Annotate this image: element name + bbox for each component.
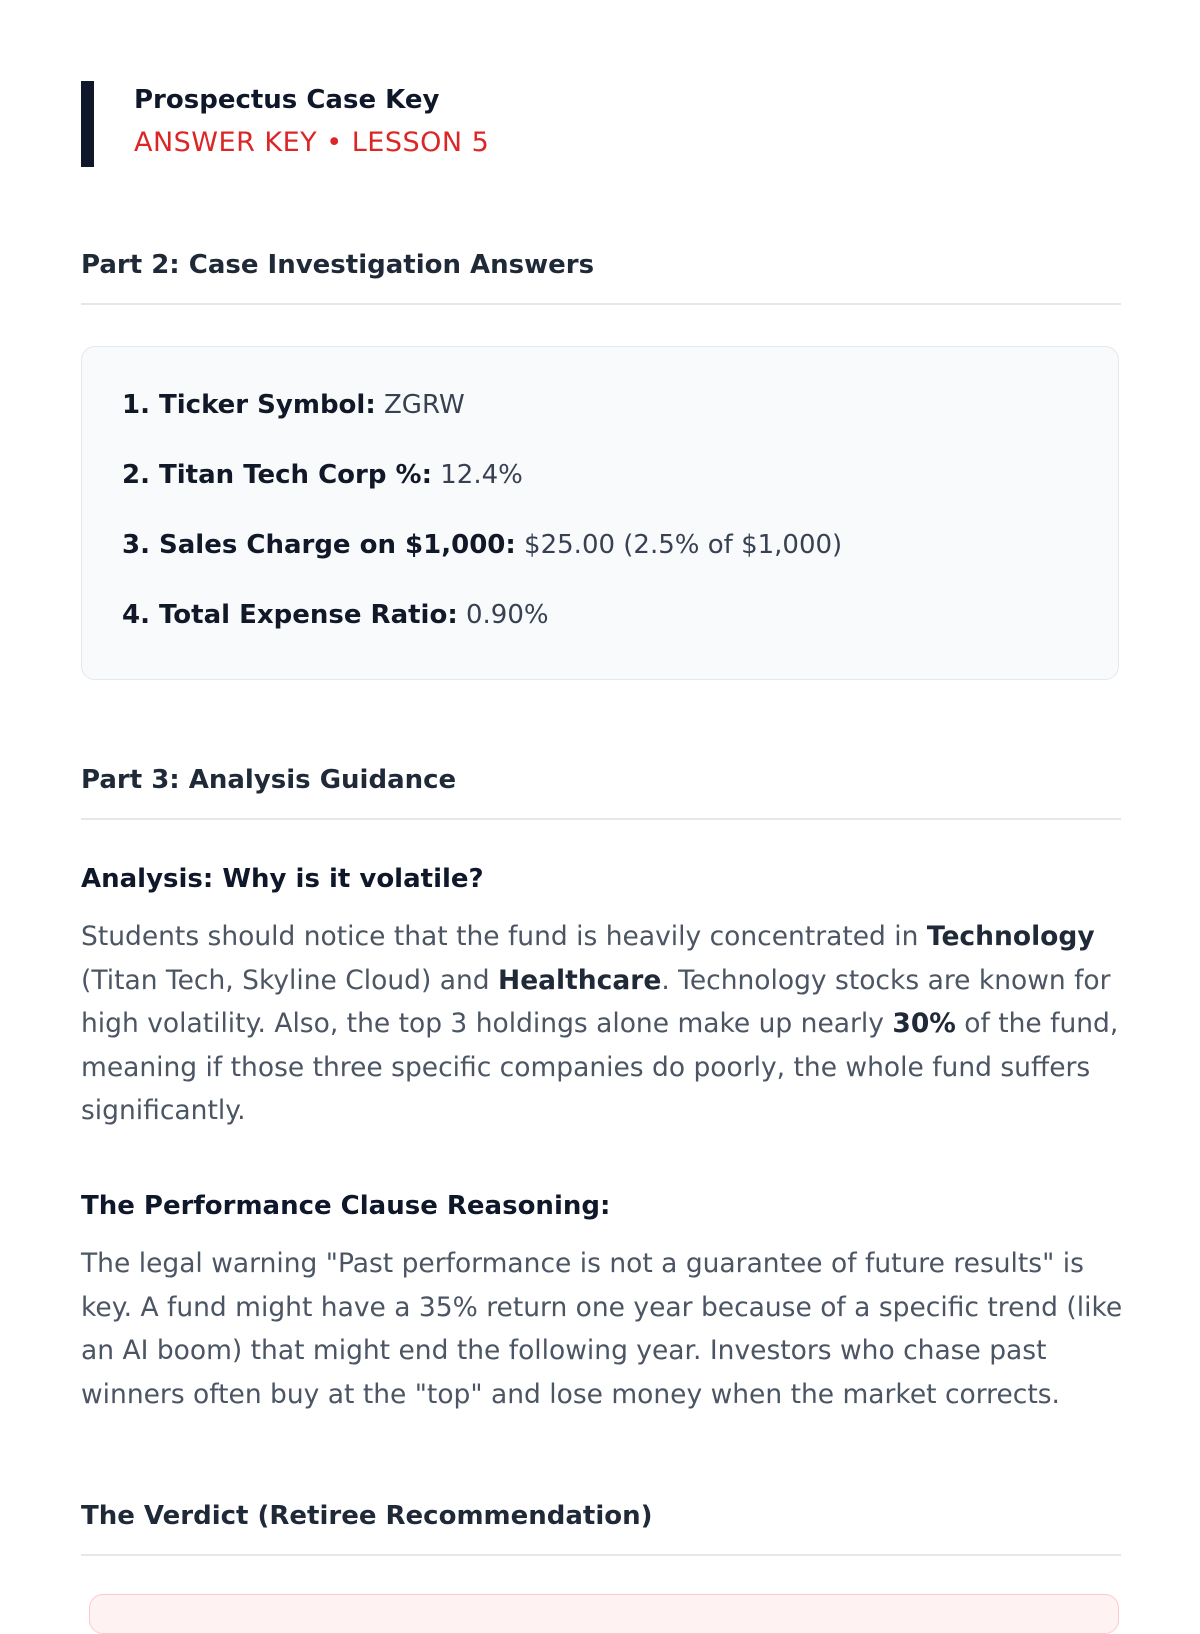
volatility-paragraph (81, 915, 1131, 1133)
verdict-heading: The Verdict (Retiree Recommendation) (81, 1501, 653, 1531)
document-subtitle: ANSWER KEY • LESSON 5 (134, 127, 490, 158)
paragraph-text: of the fund, meaning if those three specific companies do poorly, the whole fund suffers significantly. (81, 1008, 1119, 1126)
answer-ticker (122, 390, 465, 420)
paragraph-text: Students should notice that the fund is heavily concentrated in (81, 921, 927, 952)
paragraph-text: . Technology stocks are known for high volatility. Also, the top 3 holdings alone make up nearly (81, 964, 1111, 1039)
answers-box (81, 346, 1119, 680)
answer-value: ZGRW (384, 390, 465, 420)
performance-paragraph: The legal warning "Past performance is not a guarantee of future results" is key. A fund might have a 35% return one year because of a specific trend (like an AI boom) that might end the following year. Investors who chase past winners often buy at the "top" and lose money when the market corrects. (81, 1248, 1123, 1410)
paragraph-text: (Titan Tech, Skyline Cloud) and (81, 964, 499, 996)
document-title: Prospectus Case Key (134, 85, 440, 115)
answer-value: 12.4% (440, 460, 523, 490)
verdict-divider (81, 1554, 1121, 1556)
answer-value: $25.00 (2.5% of $1,000) (524, 530, 843, 560)
part3-heading: Part 3: Analysis Guidance (81, 765, 457, 795)
answer-expense-ratio (122, 600, 549, 630)
document-header (81, 81, 1121, 167)
answer-value: 0.90% (465, 600, 549, 630)
answer-label: 3. Sales Charge on $1,000: (122, 530, 516, 560)
part2-heading: Part 2: Case Investigation Answers (81, 250, 595, 280)
emphasis-healthcare: Healthcare (498, 964, 662, 996)
answer-sales-charge (122, 530, 842, 560)
emphasis-technology: Technology (926, 921, 1095, 952)
answer-label: 4. Total Expense Ratio: (122, 600, 458, 630)
answer-titan-percent (122, 460, 523, 490)
volatility-heading: Analysis: Why is it volatile? (81, 864, 484, 894)
answer-label: 2. Titan Tech Corp %: (122, 460, 432, 490)
part3-divider (81, 818, 1121, 820)
header-accent-bar (81, 81, 94, 167)
answer-label: 1. Ticker Symbol: (122, 390, 376, 420)
verdict-box (89, 1594, 1119, 1634)
performance-heading: The Performance Clause Reasoning: (81, 1191, 611, 1221)
emphasis-percent: 30% (892, 1008, 956, 1039)
part2-divider (81, 303, 1121, 305)
